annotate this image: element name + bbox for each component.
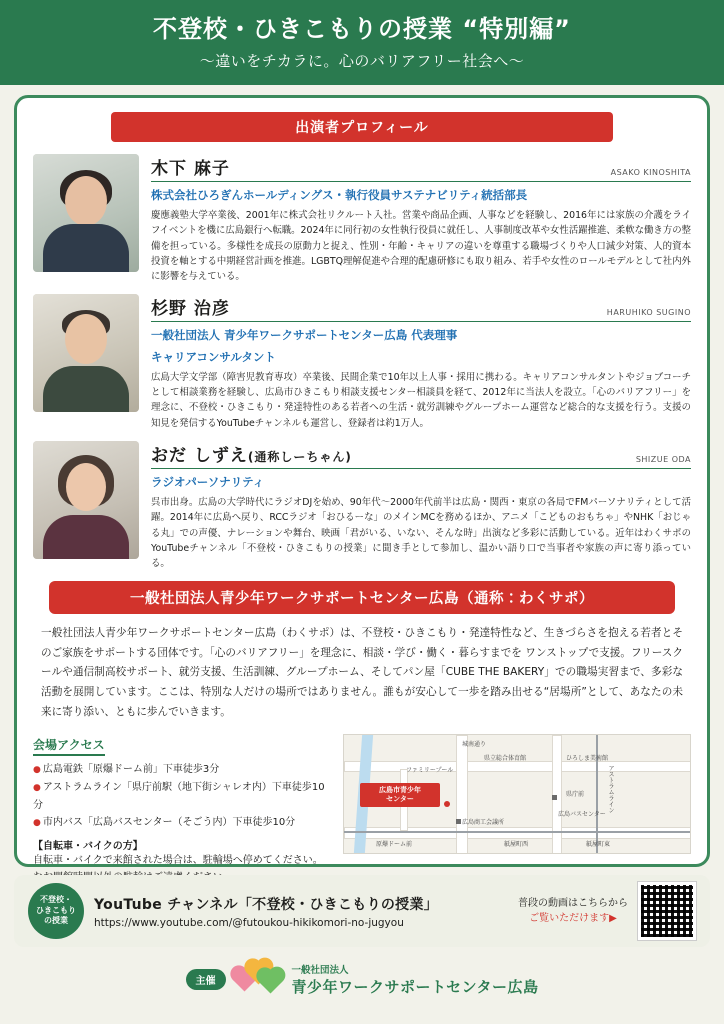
- footer: [0, 953, 724, 1005]
- avatar: [33, 441, 139, 559]
- profiles-ribbon: 出演者プロフィール: [111, 112, 613, 142]
- access-line: [33, 761, 333, 779]
- avatar: [33, 154, 139, 272]
- access-section: [33, 734, 691, 886]
- access-line: [33, 814, 333, 832]
- map-point-icon: [444, 801, 450, 807]
- map-label: アストラムライン: [607, 765, 614, 814]
- bike-heading: 【自転車・バイクの方】: [33, 841, 143, 852]
- person-title: 株式会社ひろぎんホールディングス・執行役員サステナビリティ統括部長: [151, 188, 528, 202]
- map-label: ひろしま美術館: [566, 755, 609, 763]
- person-name: 杉野 治彦: [151, 299, 230, 320]
- channel-badge-line: 不登校・: [40, 894, 72, 904]
- channel-badge-line: ひきこもり: [36, 905, 76, 915]
- poster-header: [0, 0, 724, 85]
- map-square-icon: [552, 795, 557, 800]
- map-label: 広島バスセンター: [558, 811, 606, 819]
- person-name: [151, 441, 352, 466]
- access-line-text: 広島電鉄「原爆ドーム前」下車徒歩3分: [42, 764, 220, 776]
- access-line-text: アストラムライン「県庁前駅（地下街シャレオ内）下車徒歩10分: [33, 782, 325, 811]
- map-label: 県立総合体育館: [484, 755, 527, 763]
- org-name: [292, 962, 539, 997]
- map-road: [456, 735, 468, 854]
- org-band: 一般社団法人青少年ワークサポートセンター広島（通称：わくサポ）: [49, 581, 675, 614]
- map-venue-marker: 広島市青少年 センター: [360, 783, 440, 807]
- profile-row: [33, 294, 691, 430]
- qr-code-icon[interactable]: [638, 882, 696, 940]
- channel-badge-line: の授業: [44, 916, 68, 926]
- person-title: ラジオパーソナリティ: [151, 474, 265, 489]
- person-romaji: ASAKO KINOSHITA: [610, 168, 691, 177]
- org-name-line1: 一般社団法人: [291, 964, 349, 976]
- map-road: [344, 761, 691, 775]
- map-label: 紙屋町西: [504, 841, 529, 849]
- org-logo-icon: [236, 962, 282, 996]
- access-line-text: 市内バス「広島バスセンター（そごう内）下車徒歩10分: [42, 817, 296, 829]
- bullet-icon: ●: [33, 783, 41, 793]
- qr-note-line2: ご覧いただけます▶: [529, 913, 617, 924]
- person-nickname: (通称しーちゃん): [247, 449, 352, 464]
- map-label: 県庁前: [566, 791, 585, 799]
- map-road: [344, 827, 691, 839]
- bullet-icon: ●: [33, 765, 41, 776]
- channel-badge: [28, 883, 84, 939]
- map-label: 紙屋町東: [586, 841, 611, 849]
- bullet-icon: ●: [33, 818, 41, 829]
- host-badge: 主催: [186, 969, 226, 990]
- qr-note: [518, 896, 628, 926]
- channel-title: YouTube チャンネル「不登校・ひきこもりの授業」: [94, 896, 439, 913]
- person-romaji: HARUHIKO SUGINO: [606, 308, 691, 318]
- avatar: [33, 294, 139, 412]
- content-frame: [14, 95, 710, 867]
- map-square-icon: [456, 819, 461, 824]
- person-name-text: おだ しずえ: [151, 445, 248, 466]
- person-title-secondary: キャリアコンサルタント: [151, 349, 276, 364]
- page-subtitle: 〜違いをチカラに。心のバリアフリー社会へ〜: [199, 52, 525, 70]
- access-line: [33, 779, 333, 814]
- map-rail: [344, 831, 690, 833]
- org-name-line2: 青少年ワークサポートセンター広島: [291, 977, 539, 996]
- youtube-band: [14, 875, 710, 947]
- map-label: 広島商工会議所: [462, 819, 505, 827]
- qr-note-line1: 普段の動画はこちらから: [518, 898, 628, 909]
- access-title: 会場アクセス: [33, 736, 105, 756]
- person-bio: 呉市出身。広島の大学時代にラジオDJを始め、90年代〜2000年代前半は広島・関西・東京の各局でFMパーソナリティとして活躍。2014年に広島へ戻り、RCCラジオ「おひるーな」のメインMCを務めるほか、アニメ「こどものおもちゃ」やNHK「おじゃる丸」での声優、ナレーションや舞台、映画「君がいる、いない、そんな時」出演など多彩に活動している。近年はわくサポのYouTubeチャンネル「不登校・ひきこもりの授業」に聞き手として参加し、温かい語り口で当事者や家族の声に寄り添っている。: [151, 497, 691, 570]
- channel-url[interactable]: https://www.youtube.com/@futoukou-hikikomori-no-jugyou: [94, 916, 404, 929]
- person-name: 木下 麻子: [151, 159, 230, 179]
- person-bio: 慶應義塾大学卒業後、2001年に株式会社リクルート入社。営業や商品企画、人事などを経験し、2016年には家族の介護をライフイベントを機に広島銀行へ転職。2024年に同行初の女性執行役員に就任し、人事制度改革や女性活躍推進、柔軟な働き方の整備を担っている。多様性を成長の原動力と捉え、性別・年齢・キャリアの違いを尊重する職場づくりや人口減少対策、人的資本投資を軸とする中期経営計画を推進。LGBTQ理解促進や合理的配慮研修にも取り組み、若手や女性のロールモデルとして社内外に影響を与えている。: [151, 210, 691, 283]
- page-title: 不登校・ひきこもりの授業 “特別編”: [153, 15, 571, 43]
- map-label: ファミリープール: [406, 767, 454, 775]
- person-romaji: SHIZUE ODA: [635, 454, 691, 464]
- profile-row: [33, 441, 691, 571]
- person-title: 一般社団法人 青少年ワークサポートセンター広島 代表理事: [151, 328, 458, 343]
- org-description: 一般社団法人青少年ワークサポートセンター広島（わくサポ）は、不登校・ひきこもり・発達特性など、生きづらさを抱える若者とそのご家族をサポートする団体です。「心のバリアフリー」を理念に、相談・学び・働く・暮らすまでを ワンストップで支援。フリースクールや通信制高校サポート、就労支援、生活訓練、グループホーム、そしてパン屋「CUBE THE BAKERY」での職場実習まで、多彩な活動を展開しています。ここは、特別な人だけの場所ではありません。誰もが安心して一歩を踏み出せる“居場所”として、あなたの未来に寄り添い、ともに歩んでいきます。: [41, 627, 683, 718]
- venue-map: [343, 734, 691, 854]
- bike-line: 自転車・バイクで来館された場合は、駐輪場へ停めてください。: [33, 855, 323, 866]
- profile-row: [33, 154, 691, 284]
- map-label: 原爆ドーム前: [376, 841, 413, 849]
- map-label: 城南通り: [462, 741, 487, 749]
- person-bio: 広島大学文学部（障害児教育専攻）卒業後、民間企業で10年以上人事・採用に携わる。キャリアコンサルタントやジョブコーチとして相談業務を経験し、広島市ひきこもり相談支援センター相談員を経て、2012年に当法人を設立。「心のバリアフリー」を理念に、不登校・ひきこもり・発達特性のある若者への生活・就労訓練やグループホーム運営など総合的な支援を行う。支援の知見を発信するYouTubeチャンネルも運営し、登録者は約1万人。: [151, 371, 691, 429]
